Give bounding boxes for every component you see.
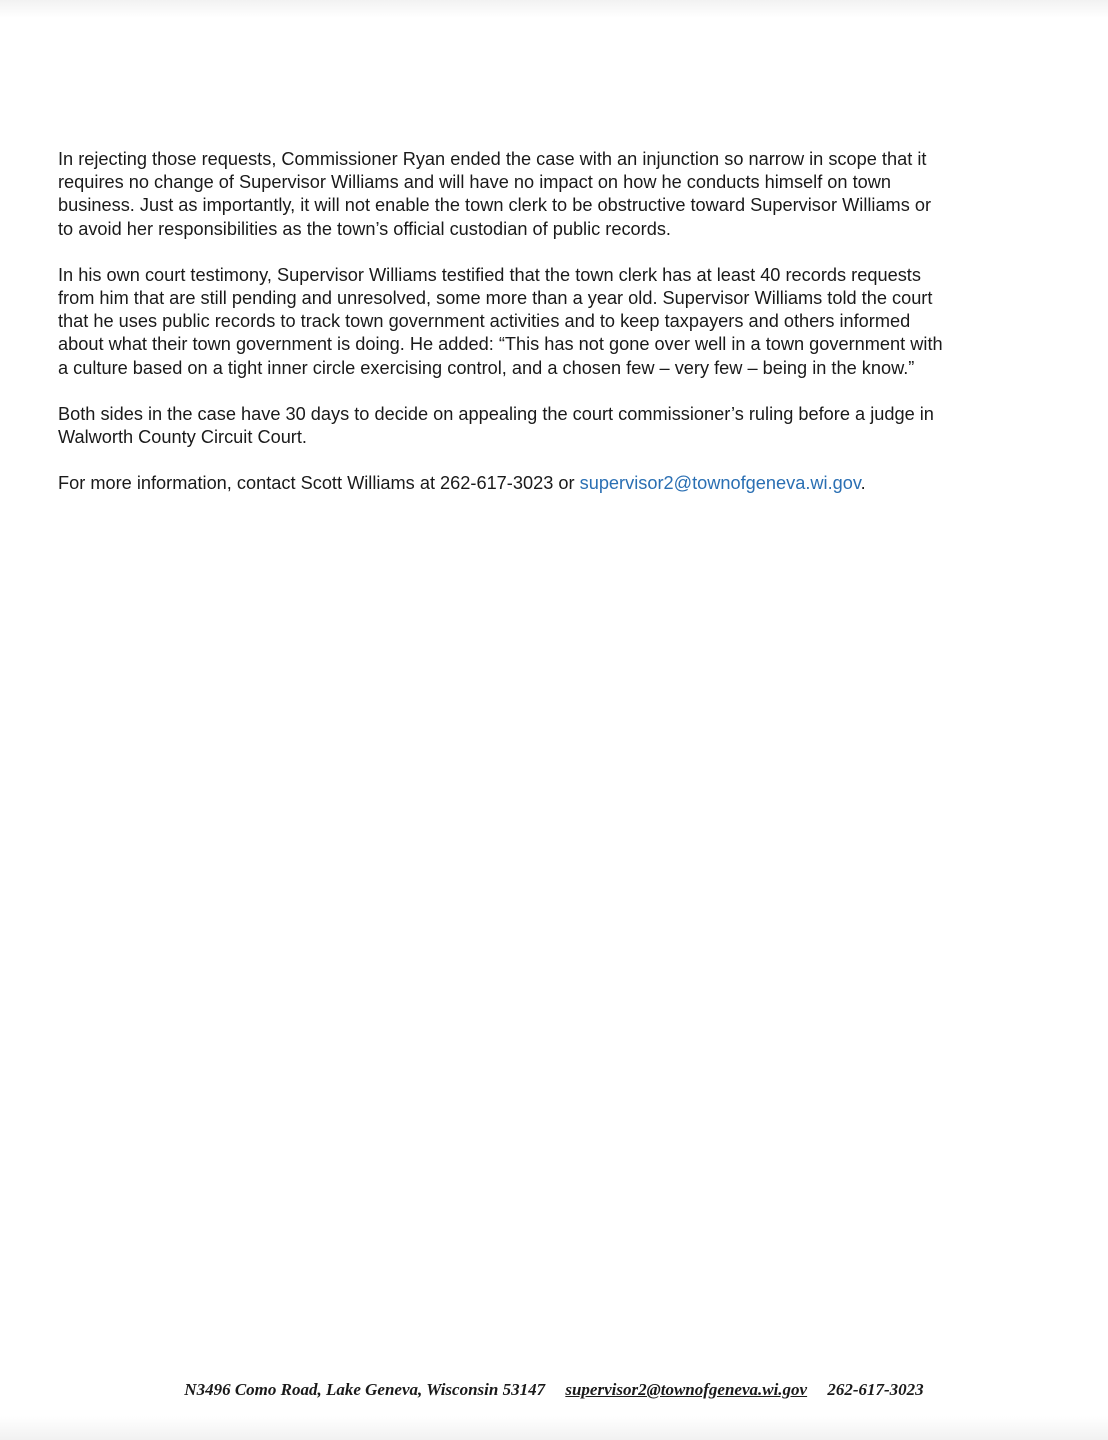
page-top-shadow <box>0 0 1108 18</box>
contact-prefix: For more information, contact Scott Williams at 262-617-3023 or <box>58 473 580 494</box>
page-footer <box>0 1380 1108 1400</box>
paragraph-contact <box>58 472 1053 495</box>
page-bottom-shadow <box>0 1416 1108 1440</box>
document-body <box>58 148 1053 518</box>
contact-suffix: . <box>860 473 866 494</box>
paragraph-injunction: In rejecting those requests, Commissioner Ryan ended the case with an injunction so narrow in scope that it requires no change of Supervisor Williams and will have no impact on how he conducts himself on town business. Just as importantly, it will not enable the town clerk to be obstructive toward Supervisor Williams or to avoid her responsibilities as the town’s official custodian of public records. <box>58 149 932 239</box>
footer-phone: 262-617-3023 <box>827 1380 924 1399</box>
paragraph-testimony: In his own court testimony, Supervisor Williams testified that the town clerk has at least 40 records requests from him that are still pending and unresolved, some more than a year old. Supervisor Williams told the court that he uses public records to track town government activities and to keep taxpayers and others informed about what their town government is doing. He added: “This has not gone over well in a town government with a culture based on a tight inner circle exercising control, and a chosen few – very few – being in the know.” <box>58 264 943 378</box>
footer-address: N3496 Como Road, Lake Geneva, Wisconsin 53147 <box>184 1380 546 1399</box>
footer-email-link[interactable]: supervisor2@townofgeneva.wi.gov <box>565 1380 808 1399</box>
paragraph-appeal: Both sides in the case have 30 days to decide on appealing the court commissioner’s ruling before a judge in Walworth County Circuit Court. <box>58 403 934 448</box>
contact-email-link[interactable]: supervisor2@townofgeneva.wi.gov <box>579 473 861 494</box>
